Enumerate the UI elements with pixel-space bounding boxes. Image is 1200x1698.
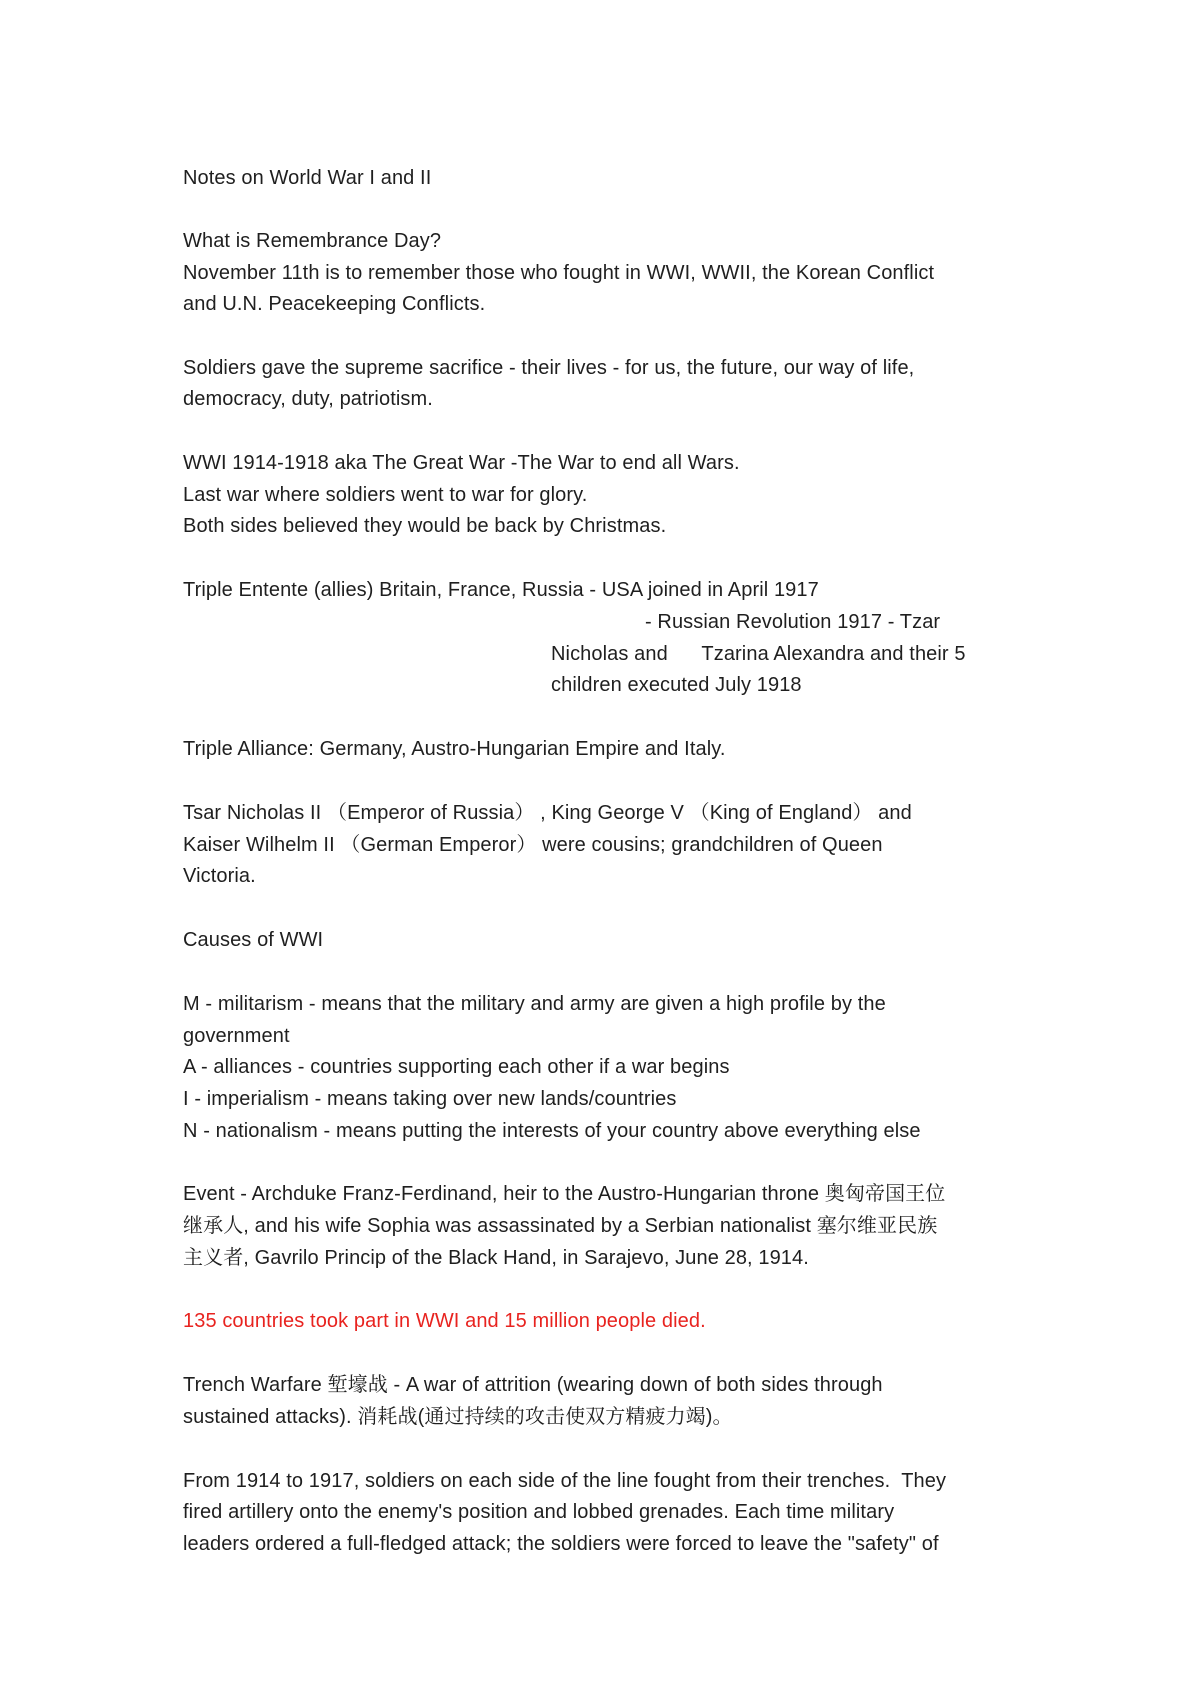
wwi-intro-line: WWI 1914-1918 aka The Great War -The War to end all Wars. (183, 452, 740, 474)
cause-line: N - nationalism - means putting the interests of your country above everything else (183, 1120, 921, 1142)
fighting-line: leaders ordered a full-fledged attack; the soldiers were forced to leave the "safety" of (183, 1533, 939, 1555)
remembrance-answer-line: and U.N. Peacekeeping Conflicts. (183, 293, 486, 315)
remembrance-answer-line: November 11th is to remember those who fought in WWI, WWII, the Korean Conflict (183, 262, 935, 284)
fighting-line: fired artillery onto the enemy's position and lobbed grenades. Each time military (183, 1501, 895, 1523)
triple-alliance-line: Triple Alliance: Germany, Austro-Hungarian Empire and Italy. (183, 738, 726, 760)
sacrifice-line: Soldiers gave the supreme sacrifice - their lives - for us, the future, our way of life, (183, 357, 915, 379)
cause-line: I - imperialism - means taking over new lands/countries (183, 1088, 677, 1110)
trench-warfare-line: Trench Warfare 堑壕战 - A war of attrition (wearing down of both sides through (183, 1374, 883, 1396)
cause-line: government (183, 1025, 290, 1047)
triple-entente-note: children executed July 1918 (551, 674, 802, 696)
casualties-highlight: 135 countries took part in WWI and 15 million people died. (183, 1310, 706, 1332)
remembrance-question: What is Remembrance Day? (183, 230, 442, 252)
event-line: 主义者, Gavrilo Princip of the Black Hand, in Sarajevo, June 28, 1914. (183, 1247, 809, 1269)
fighting-line: From 1914 to 1917, soldiers on each side of the line fought from their trenches. They (183, 1470, 947, 1492)
cousins-line: Tsar Nicholas II （Emperor of Russia） , King George V （King of England） and (183, 802, 912, 824)
cousins-line: Kaiser Wilhelm II （German Emperor） were cousins; grandchildren of Queen (183, 834, 883, 856)
event-line: 继承人, and his wife Sophia was assassinated by a Serbian nationalist 塞尔维亚民族 (183, 1215, 938, 1237)
sacrifice-line: democracy, duty, patriotism. (183, 388, 433, 410)
cause-line: A - alliances - countries supporting each other if a war begins (183, 1056, 730, 1078)
cousins-line: Victoria. (183, 865, 256, 887)
wwi-intro-line: Both sides believed they would be back by Christmas. (183, 515, 667, 537)
document-title: Notes on World War I and II (183, 167, 432, 189)
triple-entente-note: - Russian Revolution 1917 - Tzar (645, 611, 941, 633)
event-line: Event - Archduke Franz-Ferdinand, heir to the Austro-Hungarian throne 奥匈帝国王位 (183, 1183, 946, 1205)
triple-entente-line: Triple Entente (allies) Britain, France, Russia - USA joined in April 1917 (183, 579, 819, 601)
triple-entente-note: Nicholas and Tzarina Alexandra and their 5 (551, 643, 966, 665)
trench-warfare-line: sustained attacks). 消耗战(通过持续的攻击使双方精疲力竭)。 (183, 1406, 733, 1428)
wwi-intro-line: Last war where soldiers went to war for glory. (183, 484, 588, 506)
causes-heading: Causes of WWI (183, 929, 324, 951)
cause-line: M - militarism - means that the military and army are given a high profile by the (183, 993, 886, 1015)
